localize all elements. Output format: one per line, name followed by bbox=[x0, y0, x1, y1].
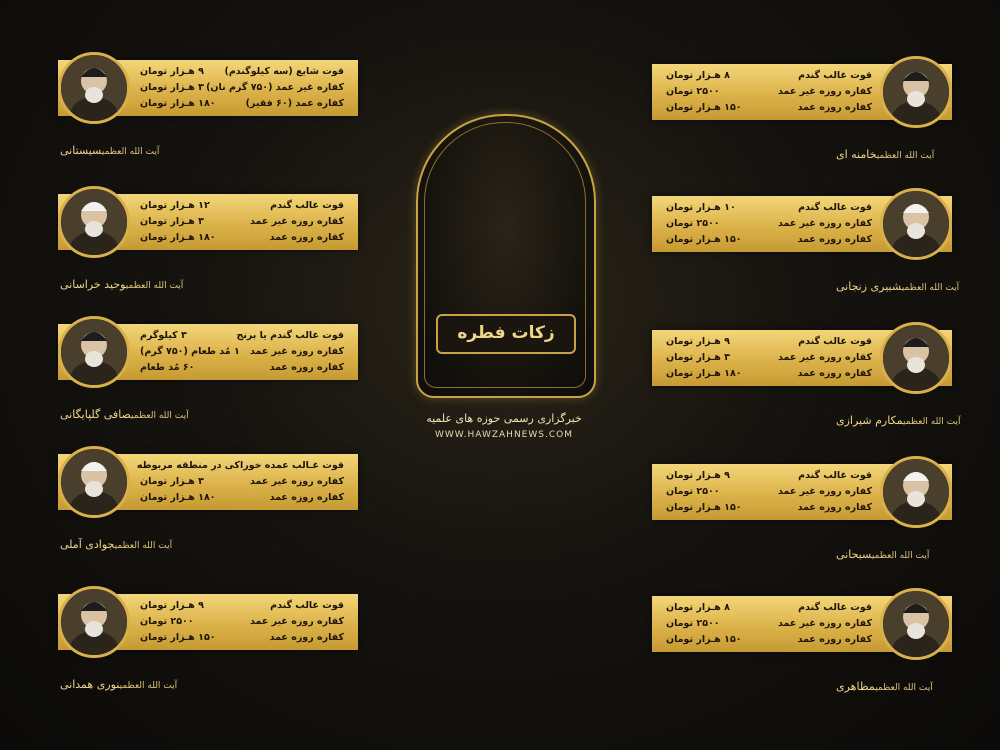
row-value: ۳ هـزار تومان bbox=[666, 352, 730, 363]
value-row bbox=[134, 198, 344, 214]
scholar-name bbox=[60, 408, 189, 421]
portrait-icon bbox=[880, 588, 952, 660]
row-value: ۱۸۰ هـزار تومان bbox=[666, 368, 742, 379]
values-list bbox=[660, 68, 872, 116]
row-value: ۸ هـزار تومان bbox=[666, 602, 730, 613]
row-value: ۹ هـزار تومان bbox=[666, 470, 730, 481]
row-label: کفاره روزه غیر عمد bbox=[777, 352, 872, 363]
row-label: قوت غالب گندم bbox=[798, 202, 872, 213]
scholar-surname: سیستانی bbox=[60, 144, 102, 157]
left-card bbox=[58, 52, 358, 124]
value-row bbox=[134, 96, 344, 112]
row-label: کفاره روزه عمد bbox=[797, 634, 872, 645]
portrait-icon bbox=[58, 446, 130, 518]
value-row bbox=[660, 84, 872, 100]
scholar-surname: وحید خراسانی bbox=[60, 278, 126, 291]
value-row bbox=[134, 230, 344, 246]
value-row bbox=[660, 350, 872, 366]
value-row bbox=[134, 214, 344, 230]
row-value: ۱۸۰ هـزار تومان bbox=[140, 232, 216, 243]
portrait-icon bbox=[880, 188, 952, 260]
portrait-icon bbox=[58, 186, 130, 258]
row-label: کفاره روزه عمد bbox=[269, 362, 344, 373]
value-row bbox=[134, 614, 344, 630]
scholar-name bbox=[60, 144, 159, 157]
scholar-surname: شبیری زنجانی bbox=[836, 280, 902, 293]
scholar-name bbox=[60, 538, 172, 551]
values-list bbox=[134, 598, 344, 646]
values-list bbox=[134, 64, 344, 112]
row-label: قوت غالب گندم bbox=[798, 336, 872, 347]
row-value: ۱ مُد طعام (۷۵۰ گرم) bbox=[140, 346, 240, 357]
row-label: کفاره عمد (۶۰ فقیر) bbox=[245, 98, 344, 109]
scholar-surname: خامنه ای bbox=[836, 148, 877, 161]
row-value: ۱۵۰ هـزار تومان bbox=[666, 102, 742, 113]
row-value: ۹ هـزار تومان bbox=[140, 66, 204, 77]
row-label: کفاره روزه عمد bbox=[269, 492, 344, 503]
value-row bbox=[660, 616, 872, 632]
scholar-surname: مظاهری bbox=[836, 680, 876, 693]
honorific-prefix: آیت الله العظمی bbox=[876, 151, 935, 161]
portrait-icon bbox=[58, 586, 130, 658]
value-row bbox=[660, 232, 872, 248]
row-value: ۶۰ مُد طعام bbox=[140, 362, 195, 373]
row-value: ۲۵۰۰ تومان bbox=[666, 218, 720, 229]
values-list bbox=[660, 468, 872, 516]
row-label: کفاره روزه غیر عمد bbox=[249, 476, 344, 487]
row-label: قوت غالب گندم bbox=[798, 602, 872, 613]
value-row bbox=[660, 100, 872, 116]
scholar-name bbox=[836, 680, 933, 693]
portrait-icon bbox=[880, 56, 952, 128]
scholar-surname: صافی گلپایگانی bbox=[60, 408, 132, 421]
row-value: ۳ هـزار تومان bbox=[140, 476, 204, 487]
scholar-surname: نوری همدانی bbox=[60, 678, 120, 691]
scholar-name bbox=[836, 148, 934, 161]
portrait-icon bbox=[880, 322, 952, 394]
values-list bbox=[134, 328, 344, 376]
value-row bbox=[134, 64, 344, 80]
values-list bbox=[660, 334, 872, 382]
row-label: قوت غالب گندم bbox=[270, 200, 344, 211]
value-row bbox=[660, 200, 872, 216]
row-label: کفاره روزه عمد bbox=[797, 234, 872, 245]
portrait-icon bbox=[58, 52, 130, 124]
right-card bbox=[652, 188, 952, 260]
value-row bbox=[134, 598, 344, 614]
right-card bbox=[652, 56, 952, 128]
row-value: ۲۵۰۰ تومان bbox=[140, 616, 194, 627]
value-row bbox=[134, 344, 344, 360]
row-value: ۲۵۰۰ تومان bbox=[666, 486, 720, 497]
right-card bbox=[652, 322, 952, 394]
scholar-surname: جوادی آملی bbox=[60, 538, 115, 551]
value-row bbox=[660, 468, 872, 484]
row-label: کفاره غیر عمد (۷۵۰ گرم نان) bbox=[206, 82, 344, 93]
value-row bbox=[660, 216, 872, 232]
scholar-name bbox=[60, 278, 183, 291]
value-row bbox=[660, 366, 872, 382]
values-list bbox=[134, 458, 344, 506]
scholar-name bbox=[836, 414, 961, 427]
row-label: قوت غالب گندم bbox=[270, 600, 344, 611]
value-row bbox=[134, 328, 344, 344]
row-label: کفاره روزه غیر عمد bbox=[249, 216, 344, 227]
website-url: WWW.HAWZAHNEWS.COM bbox=[435, 430, 573, 440]
row-label: قوت غـالب عمده خوراکی در منطقه مربوطه bbox=[136, 460, 344, 471]
row-label: کفاره روزه غیر عمد bbox=[777, 218, 872, 229]
row-label: کفاره روزه عمد bbox=[269, 232, 344, 243]
left-card bbox=[58, 586, 358, 658]
honorific-prefix: آیت الله العظمی bbox=[101, 147, 160, 157]
value-row bbox=[134, 360, 344, 376]
values-list bbox=[660, 200, 872, 248]
honorific-prefix: آیت الله العظمی bbox=[875, 683, 933, 693]
left-card bbox=[58, 446, 358, 518]
value-row bbox=[660, 500, 872, 516]
values-list bbox=[134, 198, 344, 246]
row-value: ۹ هـزار تومان bbox=[666, 336, 730, 347]
row-label: کفاره روزه عمد bbox=[797, 102, 872, 113]
row-value: ۱۸۰ هـزار تومان bbox=[140, 98, 216, 109]
row-value: ۸ هـزار تومان bbox=[666, 70, 730, 81]
row-label: کفاره روزه غیر عمد bbox=[777, 486, 872, 497]
scholar-name bbox=[836, 548, 929, 561]
row-value: ۳ کیلوگرم bbox=[140, 330, 187, 341]
row-label: قوت غالب گندم یا برنج bbox=[236, 330, 344, 341]
row-label: قوت غالب گندم bbox=[798, 70, 872, 81]
row-value: ۱۲ هـزار تومان bbox=[140, 200, 210, 211]
row-value: ۱۵۰ هـزار تومان bbox=[666, 634, 742, 645]
value-row bbox=[660, 68, 872, 84]
values-list bbox=[660, 600, 872, 648]
value-row bbox=[134, 490, 344, 506]
value-row bbox=[660, 484, 872, 500]
honorific-prefix: آیت الله العظمی bbox=[903, 417, 961, 427]
row-value: ۱۵۰ هـزار تومان bbox=[666, 234, 742, 245]
row-value: ۳ هـزار تومان bbox=[140, 216, 204, 227]
honorific-prefix: آیت الله العظمی bbox=[119, 681, 178, 691]
row-value bbox=[131, 458, 137, 474]
right-card bbox=[652, 588, 952, 660]
row-value: ۲۵۰۰ تومان bbox=[666, 86, 720, 97]
row-label: قوت شایع (سه کیلوگندم) bbox=[224, 66, 344, 77]
value-row bbox=[660, 600, 872, 616]
value-row bbox=[134, 630, 344, 646]
row-label: کفاره روزه غیر عمد bbox=[249, 616, 344, 627]
row-value: ۱۰ هـزار تومان bbox=[666, 202, 736, 213]
row-value: ۳ هـزار تومان bbox=[140, 82, 204, 93]
left-card bbox=[58, 316, 358, 388]
row-value: ۹ هـزار تومان bbox=[140, 600, 204, 611]
honorific-prefix: آیت الله العظمی bbox=[125, 281, 184, 291]
value-row bbox=[660, 334, 872, 350]
row-value: ۱۵۰ هـزار تومان bbox=[666, 502, 742, 513]
portrait-icon bbox=[880, 456, 952, 528]
value-row bbox=[660, 632, 872, 648]
row-label: کفاره روزه غیر عمد bbox=[777, 618, 872, 629]
row-value: ۱۵۰ هـزار تومان bbox=[140, 632, 216, 643]
row-label: کفاره روزه عمد bbox=[797, 502, 872, 513]
portrait-icon bbox=[58, 316, 130, 388]
row-label: کفاره روزه عمد bbox=[797, 368, 872, 379]
scholar-surname: سبحانی bbox=[836, 548, 872, 561]
row-value: ۱۸۰ هـزار تومان bbox=[140, 492, 216, 503]
row-label: کفاره روزه غیر عمد bbox=[777, 86, 872, 97]
row-label: کفاره روزه غیر عمد bbox=[249, 346, 344, 357]
row-label: قوت غالب گندم bbox=[798, 470, 872, 481]
honorific-prefix: آیت الله العظمی bbox=[901, 283, 960, 293]
scholar-name bbox=[60, 678, 177, 691]
honorific-prefix: آیت الله العظمی bbox=[114, 541, 173, 551]
scholar-surname: مکارم شیرازی bbox=[836, 414, 903, 427]
left-card bbox=[58, 186, 358, 258]
page-title: زکات فطره bbox=[436, 314, 576, 354]
row-label: کفاره روزه عمد bbox=[269, 632, 344, 643]
honorific-prefix: آیت الله العظمی bbox=[131, 411, 189, 421]
agency-name: خبرگزاری رسمی حوزه های علمیه bbox=[426, 412, 582, 425]
right-card bbox=[652, 456, 952, 528]
row-value: ۲۵۰۰ تومان bbox=[666, 618, 720, 629]
value-row bbox=[134, 458, 344, 474]
value-row bbox=[134, 80, 344, 96]
scholar-name bbox=[836, 280, 959, 293]
value-row bbox=[134, 474, 344, 490]
honorific-prefix: آیت الله العظمی bbox=[871, 551, 930, 561]
